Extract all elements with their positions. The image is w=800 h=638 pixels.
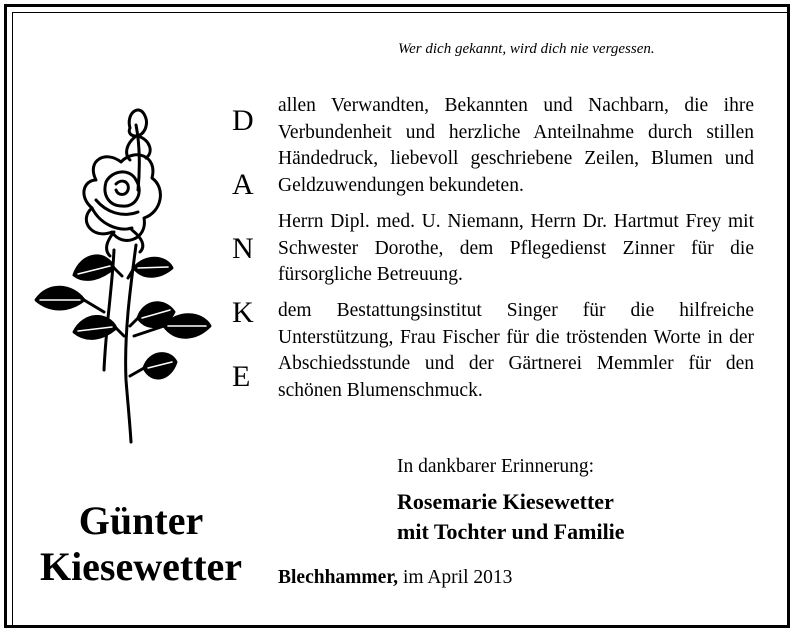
signer-name: Rosemarie Kiesewetter <box>397 489 614 514</box>
place: Blechhammer, <box>278 567 399 588</box>
thanks-paragraph-1: allen Verwandten, Bekannten und Nachbarn, die ihre Verbundenheit und herzliche Anteilnahme durch stillen Händedruck, liebevoll geschriebene Zeilen, Blumen und Geldzuwendungen bekundeten. <box>278 95 754 196</box>
rose-flower-center <box>105 172 139 206</box>
deceased-name <box>26 498 256 590</box>
leaf-1 <box>74 256 114 279</box>
signer-family: mit Tochter und Familie <box>397 519 625 544</box>
deceased-first-name: Günter <box>78 498 204 543</box>
danke-letter-e: E <box>232 360 251 393</box>
closing-line: In dankbarer Erinnerung: <box>397 456 595 477</box>
place-date-line <box>278 567 512 589</box>
rose-illustration <box>26 100 216 450</box>
thanks-paragraph-2: Herrn Dipl. med. U. Niemann, Herrn Dr. Hartmut Frey mit Schwester Dorothe, dem Pflegedienst Zinner für die fürsorgliche Betreuung. <box>278 211 754 285</box>
danke-letter-a: A <box>232 168 254 201</box>
leaf-7 <box>144 354 176 378</box>
signers <box>397 487 625 547</box>
danke-letter-n: N <box>232 232 254 265</box>
leaf-2 <box>36 287 84 309</box>
thanks-paragraph-3: dem Bestattungsinstitut Singer für die hilfreiche Unterstützung, Frau Fischer für die tröstenden Worte in der Abschiedsstunde und der Gärtnerei Memmler für den schönen Blumenschmuck. <box>278 300 754 401</box>
deceased-last-name: Kiesewetter <box>39 544 243 589</box>
danke-letter-k: K <box>232 296 254 329</box>
danke-letter-d: D <box>232 104 254 137</box>
date: im April 2013 <box>402 567 513 588</box>
motto: Wer dich gekannt, wird dich nie vergessen. <box>398 41 655 57</box>
